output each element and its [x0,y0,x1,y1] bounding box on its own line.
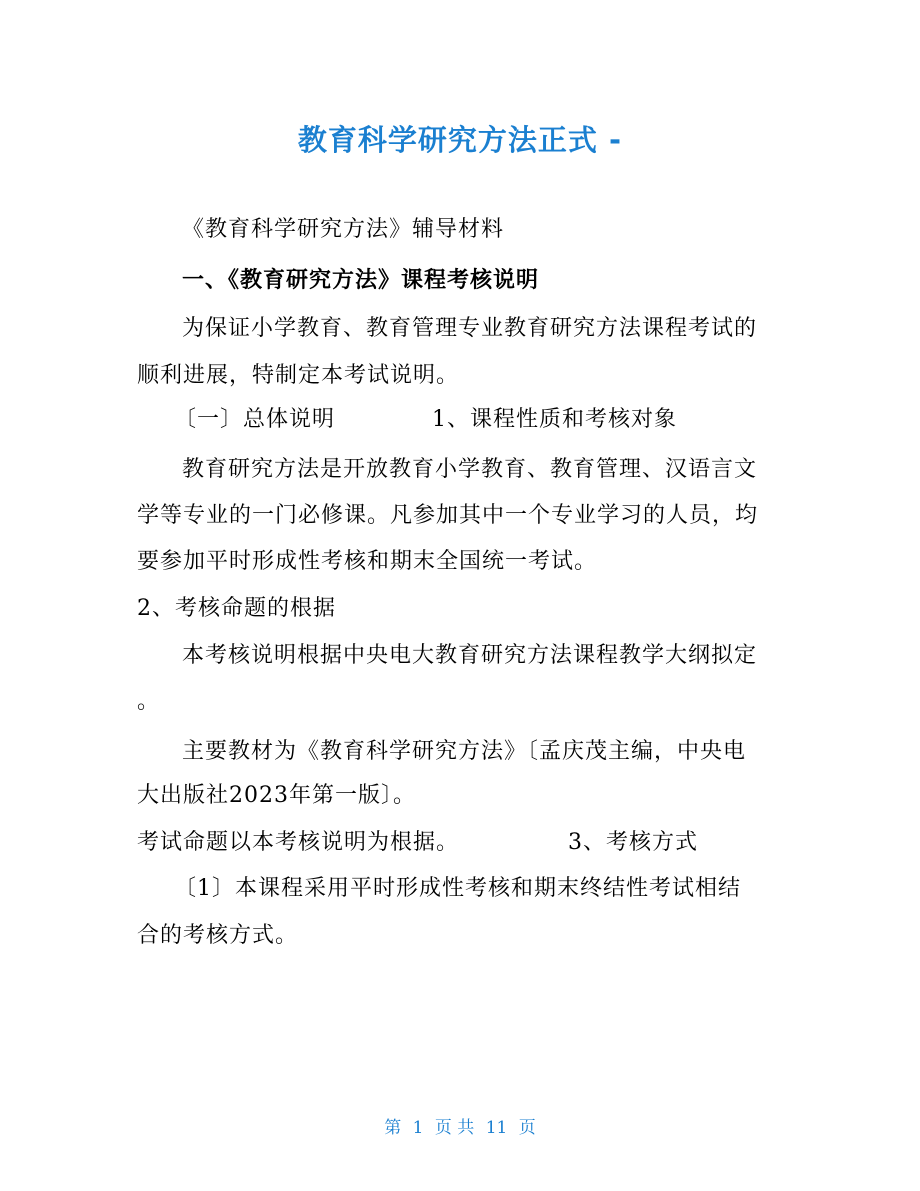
paragraph-line: 主要教材为《教育科学研究方法》〔孟庆茂主编，中央电 [182,739,747,764]
subsection-heading: 1、课程性质和考核对象 [432,407,677,432]
paragraph-line: 学等专业的一门必修课。凡参加其中一个专业学习的人员，均 [137,503,759,528]
page-footer [0,1113,920,1138]
current-page-number: 1 [412,1118,424,1138]
subsection-heading: 2、考核命题的根据 [137,596,336,621]
paragraph-line: 要参加平时形成性考核和期末全国统一考试。 [137,549,598,574]
paragraph-line: 为保证小学教育、教育管理专业教育研究方法课程考试的 [182,316,758,341]
footer-label: 第 [384,1118,402,1138]
paragraph-line: 合的考核方式。 [137,923,299,948]
paragraph-line: 考试命题以本考核说明为根据。 [137,830,460,855]
paragraph-line: 本考核说明根据中央电大教育研究方法课程教学大纲拟定 [182,643,758,668]
total-pages-number: 11 [485,1118,508,1138]
paragraph-line: 〔1〕本课程采用平时形成性考核和期末终结性考试相结 [174,876,741,901]
section-heading-1: 一、《教育研究方法》课程考核说明 [182,267,540,293]
paragraph-line: 大出版社2023年第一版〕。 [137,783,416,808]
text-line-subtitle: 《教育科学研究方法》辅导材料 [182,217,505,242]
paragraph-line: 顺利进展，特制定本考试说明。 [137,363,460,388]
subsection-heading: 3、考核方式 [568,830,698,855]
paragraph-line: 教育研究方法是开放教育小学教育、教育管理、汉语言文 [182,457,758,482]
subsection-heading: 〔一〕总体说明 [174,407,336,432]
footer-label: 页 [518,1118,536,1138]
footer-label: 页 共 [434,1118,475,1138]
document-title: 教育科学研究方法正式 - [297,123,623,157]
paragraph-line: 。 [137,689,161,714]
